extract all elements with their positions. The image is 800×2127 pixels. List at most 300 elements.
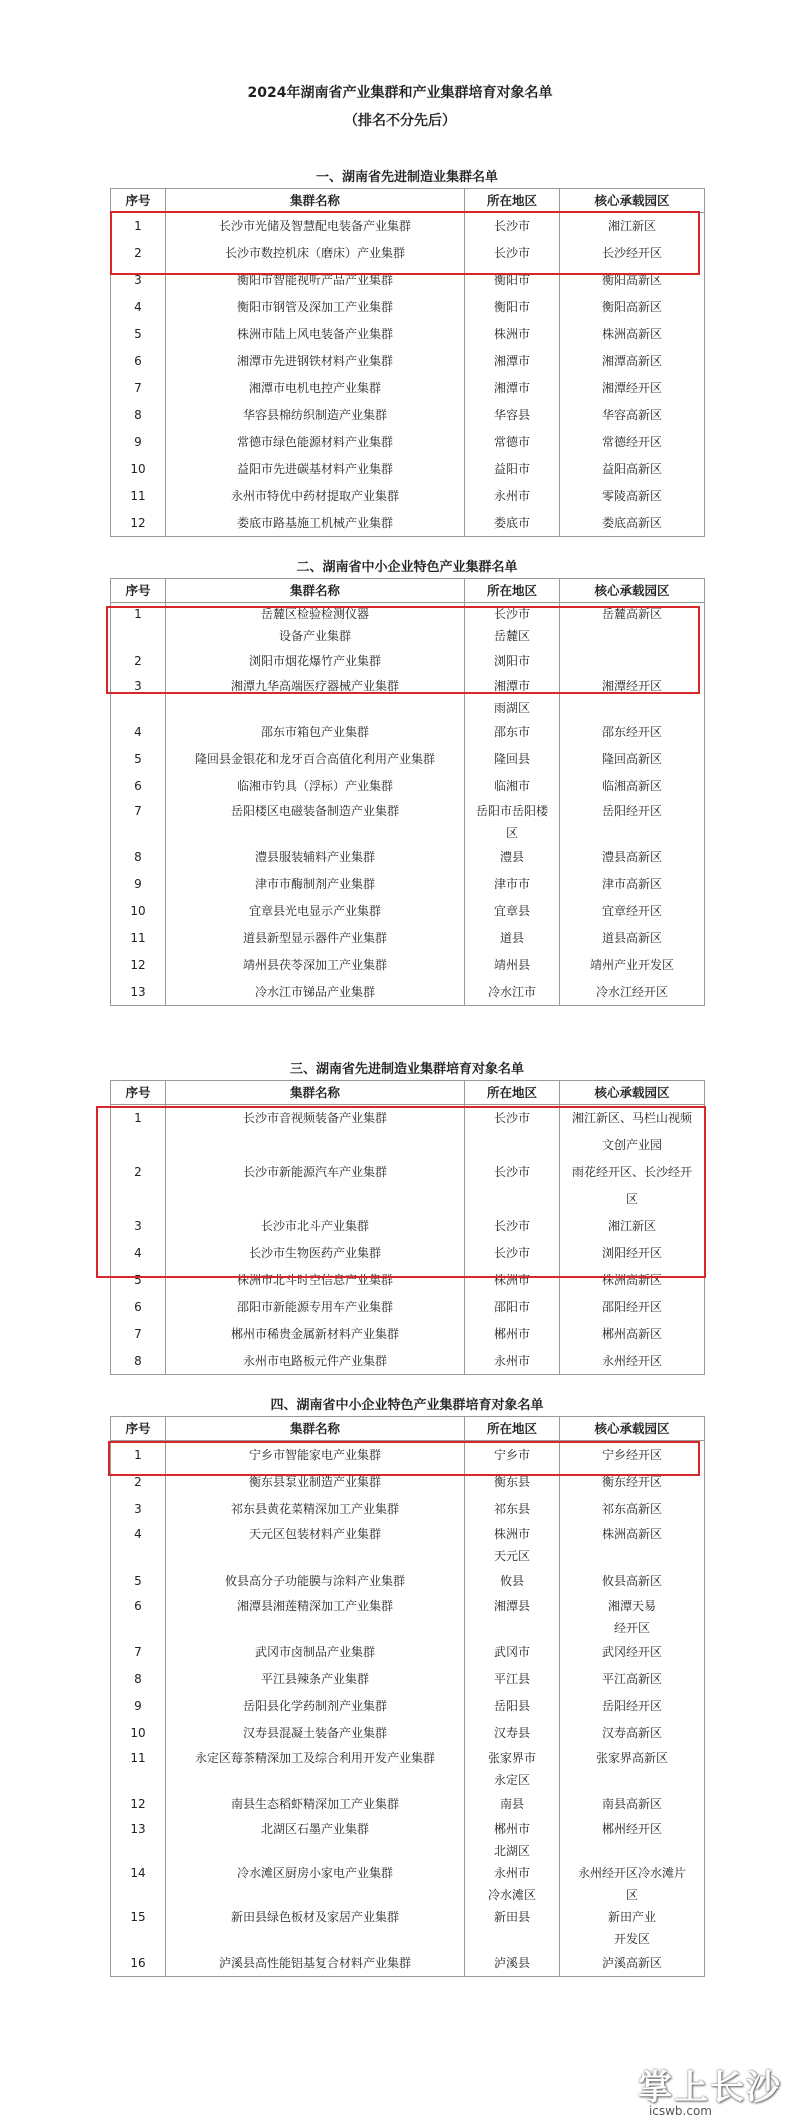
cell-park: 新田产业	[560, 1906, 705, 1928]
cell-name: 冷水滩区厨房小家电产业集群	[166, 1862, 465, 1884]
cell-no: 4	[111, 719, 166, 746]
cell-no: 4	[111, 1240, 166, 1267]
cell-park: 湘潭天易	[560, 1595, 705, 1617]
cell-name: 郴州市稀贵金属新材料产业集群	[166, 1321, 465, 1348]
table-row	[111, 719, 705, 746]
cell-no: 1	[111, 1441, 166, 1469]
cell-no	[111, 822, 166, 844]
cell-region: 益阳市	[465, 456, 560, 483]
cell-region: 永州市	[465, 1348, 560, 1375]
cell-name: 岳阳楼区电磁装备制造产业集群	[166, 800, 465, 822]
cell-no: 4	[111, 294, 166, 321]
highlight-box-section-1	[110, 211, 700, 275]
highlight-box-section-3	[96, 1106, 706, 1278]
table-row	[111, 375, 705, 402]
cell-park: 株洲高新区	[560, 1523, 705, 1545]
cell-name: 湘潭九华高端医疗器械产业集群	[166, 675, 465, 697]
cell-region: 天元区	[465, 1545, 560, 1567]
table-row	[111, 1523, 705, 1545]
cell-no: 3	[111, 267, 166, 294]
table-row	[111, 1294, 705, 1321]
cell-name: 临湘市钓具（浮标）产业集群	[166, 773, 465, 800]
cell-no: 5	[111, 1567, 166, 1595]
cell-name	[166, 1769, 465, 1791]
cell-park: 宁乡经开区	[560, 1441, 705, 1469]
cell-name: 道县新型显示器件产业集群	[166, 925, 465, 952]
cell-park	[560, 1545, 705, 1567]
cell-park	[560, 697, 705, 719]
table-row	[111, 800, 705, 822]
cell-region: 邵东市	[465, 719, 560, 746]
header-name: 集群名称	[166, 1081, 465, 1105]
header-no: 序号	[111, 1417, 166, 1441]
table-row	[111, 402, 705, 429]
table-row	[111, 979, 705, 1006]
header-no: 序号	[111, 1081, 166, 1105]
cell-park	[560, 1840, 705, 1862]
cell-park: 湘江新区、马栏山视频	[560, 1105, 705, 1132]
cell-no: 11	[111, 483, 166, 510]
cell-region: 冷水滩区	[465, 1884, 560, 1906]
table-row	[111, 844, 705, 871]
table-row	[111, 1950, 705, 1977]
cell-name: 岳麓区检验检测仪器	[166, 603, 465, 625]
cell-region: 衡阳市	[465, 267, 560, 294]
cell-region: 祁东县	[465, 1496, 560, 1523]
cell-park: 湘潭经开区	[560, 375, 705, 402]
cell-name: 宁乡市智能家电产业集群	[166, 1441, 465, 1469]
table-row	[111, 1747, 705, 1769]
header-region: 所在地区	[465, 1081, 560, 1105]
header-name: 集群名称	[166, 1417, 465, 1441]
table-row	[111, 1595, 705, 1617]
table-row	[111, 697, 705, 719]
cell-name: 武冈市卤制品产业集群	[166, 1639, 465, 1666]
cell-no: 11	[111, 1747, 166, 1769]
cell-name	[166, 1545, 465, 1567]
cell-park: 娄底高新区	[560, 510, 705, 537]
cell-no: 5	[111, 746, 166, 773]
table-row	[111, 822, 705, 844]
table-row	[111, 871, 705, 898]
cell-park: 衡东经开区	[560, 1469, 705, 1496]
cell-name	[166, 1617, 465, 1639]
table-row	[111, 1693, 705, 1720]
cell-park: 靖州产业开发区	[560, 952, 705, 979]
cell-name: 娄底市路基施工机械产业集群	[166, 510, 465, 537]
cell-region: 张家界市	[465, 1747, 560, 1769]
cell-no: 13	[111, 1818, 166, 1840]
cell-name: 冷水江市锑品产业集群	[166, 979, 465, 1006]
cell-park: 湘潭高新区	[560, 348, 705, 375]
table-header-row	[111, 1417, 705, 1441]
cell-region: 新田县	[465, 1906, 560, 1928]
table-row	[111, 429, 705, 456]
table-row	[111, 1545, 705, 1567]
cell-no: 6	[111, 1595, 166, 1617]
cell-region: 永定区	[465, 1769, 560, 1791]
cell-park: 宜章经开区	[560, 898, 705, 925]
cell-region: 湘潭市	[465, 675, 560, 697]
cell-no: 3	[111, 1496, 166, 1523]
header-region: 所在地区	[465, 1417, 560, 1441]
cell-name: 湘潭县湘莲精深加工产业集群	[166, 1595, 465, 1617]
table-row	[111, 1769, 705, 1791]
table-row	[111, 773, 705, 800]
cell-name: 永定区莓茶精深加工及综合利用开发产业集群	[166, 1747, 465, 1769]
cell-park: 株洲高新区	[560, 1267, 705, 1294]
cell-name: 长沙市光储及智慧配电装备产业集群	[166, 213, 465, 240]
cell-park: 南县高新区	[560, 1791, 705, 1818]
table-header-row	[111, 189, 705, 213]
cell-park: 郴州高新区	[560, 1321, 705, 1348]
cell-name: 长沙市新能源汽车产业集群	[166, 1159, 465, 1186]
table-row	[111, 1617, 705, 1639]
cell-park: 开发区	[560, 1928, 705, 1950]
cell-no: 2	[111, 240, 166, 267]
cell-park: 零陵高新区	[560, 483, 705, 510]
table-row	[111, 348, 705, 375]
cell-region	[465, 1928, 560, 1950]
table-row	[111, 1639, 705, 1666]
cell-no: 7	[111, 800, 166, 822]
cell-no: 1	[111, 603, 166, 625]
header-no: 序号	[111, 579, 166, 603]
header-park: 核心承载园区	[560, 1081, 705, 1105]
cell-no: 5	[111, 1267, 166, 1294]
cell-region: 道县	[465, 925, 560, 952]
cell-name	[166, 1928, 465, 1950]
cell-region: 平江县	[465, 1666, 560, 1693]
header-name: 集群名称	[166, 189, 465, 213]
cell-region: 长沙市	[465, 240, 560, 267]
table-header-row	[111, 579, 705, 603]
cell-park: 张家界高新区	[560, 1747, 705, 1769]
watermark-url: icswb.com	[648, 2104, 712, 2118]
cell-name: 南县生态稻虾精深加工产业集群	[166, 1791, 465, 1818]
cell-name: 平江县辣条产业集群	[166, 1666, 465, 1693]
cell-name: 新田县绿色板材及家居产业集群	[166, 1906, 465, 1928]
cell-region: 长沙市	[465, 1159, 560, 1186]
cell-name: 邵阳市新能源专用车产业集群	[166, 1294, 465, 1321]
cell-park: 冷水江经开区	[560, 979, 705, 1006]
cell-no: 2	[111, 1469, 166, 1496]
cell-region: 北湖区	[465, 1840, 560, 1862]
cell-park: 道县高新区	[560, 925, 705, 952]
cell-no: 7	[111, 1639, 166, 1666]
table-row	[111, 1840, 705, 1862]
table-row	[111, 1928, 705, 1950]
table-row	[111, 294, 705, 321]
cell-name: 常德市绿色能源材料产业集群	[166, 429, 465, 456]
cell-region: 长沙市	[465, 603, 560, 625]
cell-park: 泸溪高新区	[560, 1950, 705, 1977]
cell-park: 湘潭经开区	[560, 675, 705, 697]
cell-no: 10	[111, 456, 166, 483]
cell-name: 株洲市陆上风电装备产业集群	[166, 321, 465, 348]
cell-name: 益阳市先进碳基材料产业集群	[166, 456, 465, 483]
cell-no: 9	[111, 871, 166, 898]
table-row	[111, 1906, 705, 1928]
cell-park: 临湘高新区	[560, 773, 705, 800]
cell-no: 12	[111, 510, 166, 537]
cell-region: 株洲市	[465, 321, 560, 348]
cell-no: 14	[111, 1862, 166, 1884]
cell-park: 永州经开区冷水滩片	[560, 1862, 705, 1884]
cell-region: 株洲市	[465, 1523, 560, 1545]
cell-no	[111, 1769, 166, 1791]
cell-name: 湘潭市先进钢铁材料产业集群	[166, 348, 465, 375]
cell-name	[166, 1884, 465, 1906]
cell-name: 衡东县泵业制造产业集群	[166, 1469, 465, 1496]
cell-region: 衡阳市	[465, 294, 560, 321]
cell-region: 澧县	[465, 844, 560, 871]
cell-region: 武冈市	[465, 1639, 560, 1666]
cell-park: 常德经开区	[560, 429, 705, 456]
cell-region: 泸溪县	[465, 1950, 560, 1977]
cell-no: 10	[111, 1720, 166, 1747]
table-row	[111, 510, 705, 537]
cell-name: 岳阳县化学药制剂产业集群	[166, 1693, 465, 1720]
cell-no	[111, 1928, 166, 1950]
cell-no: 7	[111, 1321, 166, 1348]
cell-no: 5	[111, 321, 166, 348]
section-title-1: 一、湖南省先进制造业集群名单	[315, 170, 498, 185]
cell-no: 1	[111, 1105, 166, 1132]
cell-park: 湘江新区	[560, 1213, 705, 1240]
cell-region: 郴州市	[465, 1818, 560, 1840]
cell-no: 6	[111, 348, 166, 375]
table-row	[111, 456, 705, 483]
cell-park: 永州经开区	[560, 1348, 705, 1375]
cell-name: 天元区包装材料产业集群	[166, 1523, 465, 1545]
table-row	[111, 1791, 705, 1818]
cell-park: 岳阳经开区	[560, 800, 705, 822]
table-row	[111, 925, 705, 952]
cell-name: 衡阳市钢管及深加工产业集群	[166, 294, 465, 321]
cell-name: 澧县服装辅料产业集群	[166, 844, 465, 871]
highlight-box-section-2	[106, 606, 700, 694]
cell-park: 文创产业园	[560, 1132, 705, 1159]
cell-region: 宜章县	[465, 898, 560, 925]
cell-name: 长沙市数控机床（磨床）产业集群	[166, 240, 465, 267]
cell-region: 冷水江市	[465, 979, 560, 1006]
cell-region: 隆回县	[465, 746, 560, 773]
cell-region	[465, 1617, 560, 1639]
cell-park: 邵东经开区	[560, 719, 705, 746]
cell-no: 15	[111, 1906, 166, 1928]
document-title: 2024年湖南省产业集群和产业集群培育对象名单	[247, 85, 553, 101]
cell-park	[560, 1769, 705, 1791]
cell-no: 16	[111, 1950, 166, 1977]
cell-region: 南县	[465, 1791, 560, 1818]
table-row	[111, 1818, 705, 1840]
cell-no: 3	[111, 1213, 166, 1240]
cell-name: 长沙市北斗产业集群	[166, 1213, 465, 1240]
cell-no: 12	[111, 952, 166, 979]
cell-region: 株洲市	[465, 1267, 560, 1294]
highlight-box-section-4	[108, 1441, 700, 1476]
cell-name: 汉寿县混凝土装备产业集群	[166, 1720, 465, 1747]
table-row	[111, 321, 705, 348]
table-row	[111, 1321, 705, 1348]
cell-name: 泸溪县高性能铝基复合材料产业集群	[166, 1950, 465, 1977]
cell-park: 澧县高新区	[560, 844, 705, 871]
cell-name: 攸县高分子功能膜与涂料产业集群	[166, 1567, 465, 1595]
cell-region: 永州市	[465, 1862, 560, 1884]
cell-park: 郴州经开区	[560, 1818, 705, 1840]
cell-name: 衡阳市智能视听产品产业集群	[166, 267, 465, 294]
cell-no: 8	[111, 402, 166, 429]
cell-region: 常德市	[465, 429, 560, 456]
cell-region: 雨湖区	[465, 697, 560, 719]
cell-no: 2	[111, 1159, 166, 1186]
header-region: 所在地区	[465, 189, 560, 213]
cell-park: 津市高新区	[560, 871, 705, 898]
cell-region: 区	[465, 822, 560, 844]
cell-no: 9	[111, 429, 166, 456]
cell-region: 娄底市	[465, 510, 560, 537]
header-region: 所在地区	[465, 579, 560, 603]
cell-name: 永州市特优中药材提取产业集群	[166, 483, 465, 510]
cell-region: 长沙市	[465, 213, 560, 240]
cell-no: 8	[111, 1348, 166, 1375]
cell-park: 汉寿高新区	[560, 1720, 705, 1747]
cell-region: 华容县	[465, 402, 560, 429]
cell-region: 靖州县	[465, 952, 560, 979]
cell-name: 宜章县光电显示产业集群	[166, 898, 465, 925]
cell-name: 浏阳市烟花爆竹产业集群	[166, 647, 465, 675]
table-row	[111, 1496, 705, 1523]
watermark	[638, 2060, 782, 2118]
cell-park: 区	[560, 1884, 705, 1906]
cell-name: 华容县棉纺织制造产业集群	[166, 402, 465, 429]
section-table-4	[110, 1416, 705, 1977]
cell-park: 经开区	[560, 1617, 705, 1639]
cell-park: 株洲高新区	[560, 321, 705, 348]
cell-no: 1	[111, 213, 166, 240]
cell-region: 湘潭市	[465, 375, 560, 402]
cell-park: 长沙经开区	[560, 240, 705, 267]
cell-park: 益阳高新区	[560, 456, 705, 483]
cell-name: 隆回县金银花和龙牙百合高值化利用产业集群	[166, 746, 465, 773]
cell-name: 长沙市音视频装备产业集群	[166, 1105, 465, 1132]
cell-park: 平江高新区	[560, 1666, 705, 1693]
cell-park: 衡阳高新区	[560, 294, 705, 321]
table-row	[111, 1666, 705, 1693]
cell-region: 邵阳市	[465, 1294, 560, 1321]
cell-region: 浏阳市	[465, 647, 560, 675]
cell-park: 武冈经开区	[560, 1639, 705, 1666]
table-row	[111, 1567, 705, 1595]
cell-region: 郴州市	[465, 1321, 560, 1348]
section-title-2: 二、湖南省中小企业特色产业集群名单	[296, 560, 518, 575]
cell-no: 4	[111, 1523, 166, 1545]
cell-no: 3	[111, 675, 166, 697]
cell-no	[111, 1840, 166, 1862]
cell-region: 湘潭县	[465, 1595, 560, 1617]
cell-name: 湘潭市电机电控产业集群	[166, 375, 465, 402]
header-name: 集群名称	[166, 579, 465, 603]
cell-no: 13	[111, 979, 166, 1006]
table-row	[111, 746, 705, 773]
cell-no	[111, 1617, 166, 1639]
cell-region: 永州市	[465, 483, 560, 510]
cell-region: 攸县	[465, 1567, 560, 1595]
cell-name	[166, 697, 465, 719]
table-row	[111, 1720, 705, 1747]
cell-park: 隆回高新区	[560, 746, 705, 773]
cell-no: 12	[111, 1791, 166, 1818]
cell-region: 长沙市	[465, 1240, 560, 1267]
table-row	[111, 898, 705, 925]
table-row	[111, 1884, 705, 1906]
cell-region: 临湘市	[465, 773, 560, 800]
cell-no: 7	[111, 375, 166, 402]
cell-region: 岳阳县	[465, 1693, 560, 1720]
cell-park: 祁东高新区	[560, 1496, 705, 1523]
cell-park: 岳麓高新区	[560, 603, 705, 625]
cell-no	[111, 1545, 166, 1567]
table-header-row	[111, 1081, 705, 1105]
cell-no: 10	[111, 898, 166, 925]
cell-name: 长沙市生物医药产业集群	[166, 1240, 465, 1267]
cell-no	[111, 1884, 166, 1906]
cell-no: 11	[111, 925, 166, 952]
cell-no: 2	[111, 647, 166, 675]
cell-region: 汉寿县	[465, 1720, 560, 1747]
header-park: 核心承载园区	[560, 189, 705, 213]
cell-park: 岳阳经开区	[560, 1693, 705, 1720]
cell-no	[111, 697, 166, 719]
watermark-brand: 掌上长沙	[638, 2068, 782, 2108]
cell-name	[166, 822, 465, 844]
cell-name: 津市市酶制剂产业集群	[166, 871, 465, 898]
cell-region: 岳阳市岳阳楼	[465, 800, 560, 822]
table-row	[111, 1348, 705, 1375]
cell-region: 湘潭市	[465, 348, 560, 375]
cell-no: 8	[111, 844, 166, 871]
cell-region: 宁乡市	[465, 1441, 560, 1469]
cell-name: 设备产业集群	[166, 625, 465, 647]
header-no: 序号	[111, 189, 166, 213]
table-row	[111, 1862, 705, 1884]
cell-park: 区	[560, 1186, 705, 1213]
cell-name: 祁东县黄花菜精深加工产业集群	[166, 1496, 465, 1523]
cell-park: 雨花经开区、长沙经开	[560, 1159, 705, 1186]
cell-region: 岳麓区	[465, 625, 560, 647]
cell-no: 6	[111, 773, 166, 800]
cell-region: 衡东县	[465, 1469, 560, 1496]
header-park: 核心承载园区	[560, 579, 705, 603]
document-subtitle: （排名不分先后）	[344, 113, 456, 129]
table-row	[111, 483, 705, 510]
section-title-3: 三、湖南省先进制造业集群培育对象名单	[289, 1062, 524, 1077]
cell-park: 邵阳经开区	[560, 1294, 705, 1321]
cell-no: 9	[111, 1693, 166, 1720]
cell-name: 靖州县茯苓深加工产业集群	[166, 952, 465, 979]
cell-name	[166, 1840, 465, 1862]
cell-no: 8	[111, 1666, 166, 1693]
cell-name: 北湖区石墨产业集群	[166, 1818, 465, 1840]
cell-name: 永州市电路板元件产业集群	[166, 1348, 465, 1375]
cell-region: 长沙市	[465, 1213, 560, 1240]
cell-park: 湘江新区	[560, 213, 705, 240]
cell-region: 津市市	[465, 871, 560, 898]
cell-park: 攸县高新区	[560, 1567, 705, 1595]
cell-park: 浏阳经开区	[560, 1240, 705, 1267]
cell-no: 6	[111, 1294, 166, 1321]
